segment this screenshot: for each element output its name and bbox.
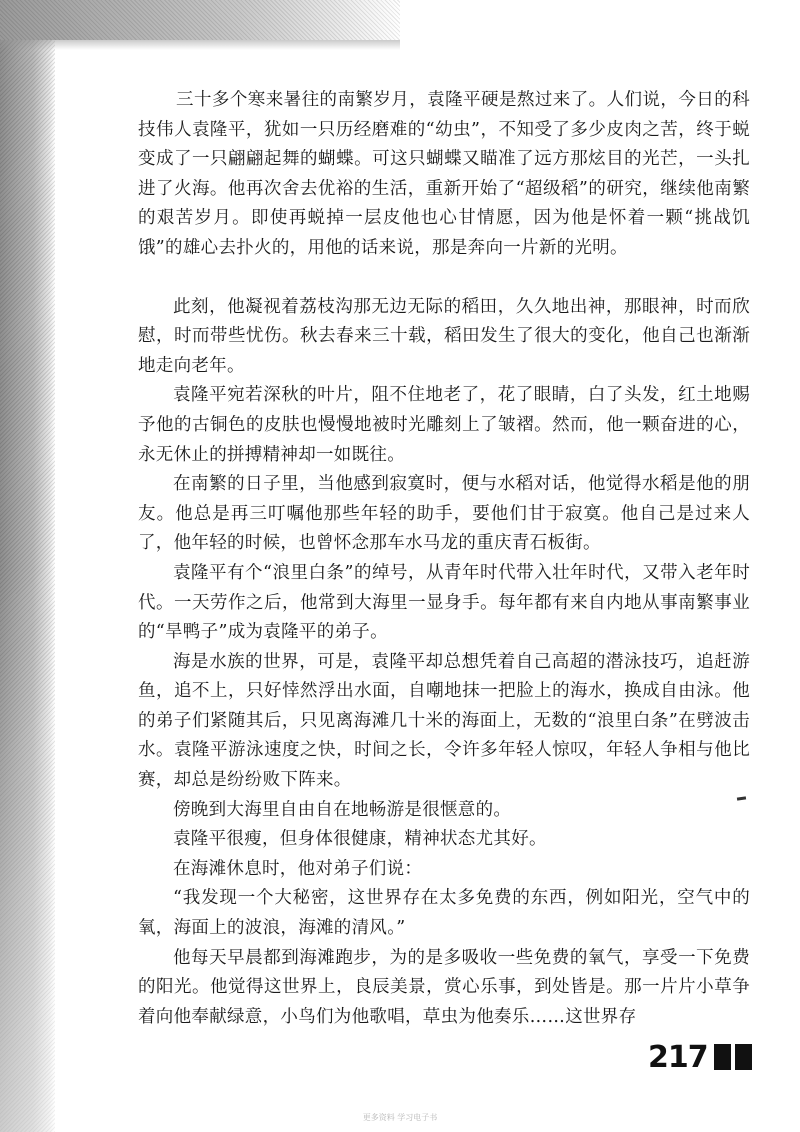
page-number: 217 [648, 1039, 708, 1075]
paragraph-7: 傍晚到大海里自由自在地畅游是很惬意的。 [173, 799, 512, 820]
scan-shadow-left-fade [0, 0, 55, 1132]
paragraph-9: 在海滩休息时，他对弟子们说： [173, 858, 423, 879]
footer-watermark: 更多资料 学习电子书 [362, 1113, 438, 1122]
paragraph-5: 袁隆平有个“浪里白条”的绰号，从青年时代带入壮年时代，又带入老年时代。一天劳作之后，他常到大海里一显身手。每年都有来自内地从事南繁事业的“旱鸭子”成为袁隆平的弟子。 [138, 562, 750, 643]
paragraph-1: 三十多个寒来暑往的南繁岁月，袁隆平硬是熬过来了。人们说，今日的科技伟人袁隆平，犹如一只历经磨难的“幼虫”，不知受了多少皮肉之苦，终于蜕变成了一只翩翩起舞的蝴蝶。可这只蝴蝶又瞄准了远方那炫目的光芒，一头扎进了火海。他再次舍去优裕的生活，重新开始了“超级稻”的研究，继续他南繁的艰苦岁月。即使再蜕掉一层皮他也心甘情愿，因为他是怀着一颗“挑战饥饿”的雄心去扑火的，用他的话来说，那是奔向一片新的光明。 [138, 90, 750, 258]
paragraph-11: 他每天早晨都到海滩跑步，为的是多吸收一些免费的氧气，享受一下免费的阳光。他觉得这世界上，良辰美景，赏心乐事，到处皆是。那一片片小草争着向他奉献绿意，小鸟们为他歌唱，草虫为他奏乐……这世界存 [138, 947, 750, 1027]
page-body [138, 86, 750, 1032]
paragraph-2: 此刻，他凝视着荔枝沟那无边无际的稻田，久久地出神，那眼神，时而欣慰，时而带些忧伤。秋去春来三十载，稻田发生了很大的变化，他自己也渐渐地走向老年。 [138, 296, 750, 376]
page-number-area [648, 1037, 752, 1077]
page-number-block-icon [735, 1044, 752, 1070]
paragraph-8: 袁隆平很瘦，但身体很健康，精神状态尤其好。 [173, 829, 547, 850]
scan-shadow-top [0, 0, 400, 40]
paragraph-3: 袁隆平宛若深秋的叶片，阻不住地老了，花了眼睛，白了头发，红土地赐予他的古铜色的皮肤也慢慢地被时光雕刻上了皱褶。然而，他一颗奋进的心，永无休止的拼搏精神却一如既往。 [138, 385, 750, 465]
paragraph-6: 海是水族的世界，可是，袁隆平却总想凭着自己高超的潜泳技巧，追赶游鱼，追不上，只好悻然浮出水面，自嘲地抹一把脸上的海水，换成自由泳。他的弟子们紧随其后，只见离海滩几十米的海面上，无数的“浪里白条”在劈波击水。袁隆平游泳速度之快，时间之长，令许多年轻人惊叹，年轻人争相与他比赛，却总是纷纷败下阵来。 [138, 651, 750, 791]
paragraph-10-quote: “我发现一个大秘密，这世界存在太多免费的东西，例如阳光，空气中的氧，海面上的波浪，海滩的清风。” [138, 888, 750, 939]
paragraph-4: 在南繁的日子里，当他感到寂寞时，便与水稻对话，他觉得水稻是他的朋友。他总是再三叮嘱他那些年轻的助手，要他们甘于寂寞。他自己是过来人了，他年轻的时候，也曾怀念那车水马龙的重庆青石板街。 [138, 474, 750, 554]
page-number-block-icon [714, 1044, 731, 1070]
